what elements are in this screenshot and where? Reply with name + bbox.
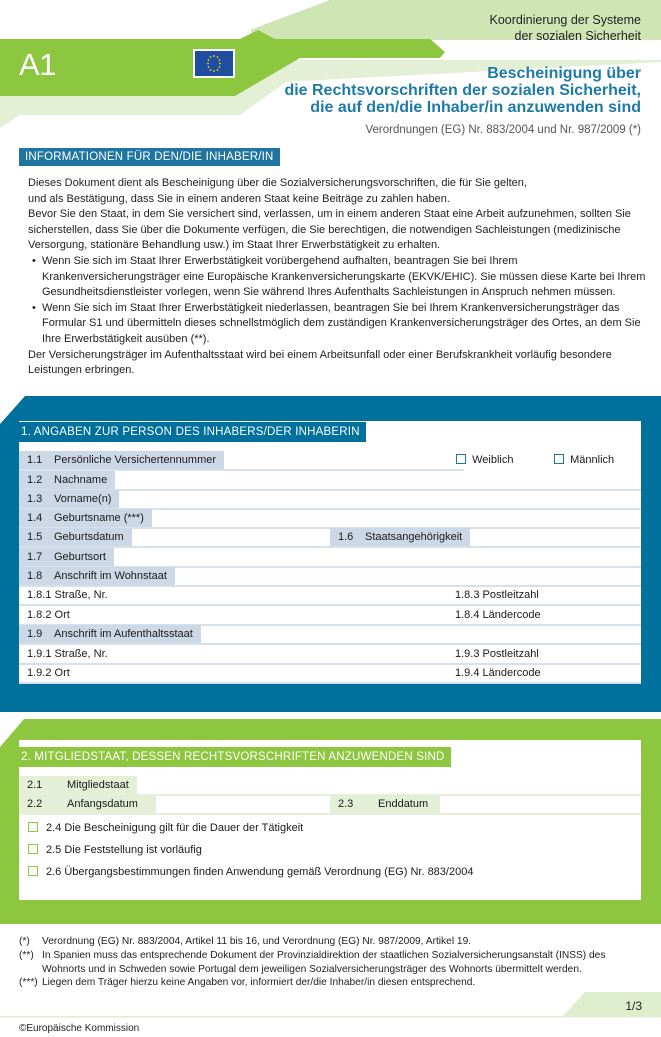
field-number: 1.9.2 xyxy=(27,667,52,679)
field-label xyxy=(19,471,115,489)
field-name: Ort xyxy=(54,667,70,679)
info-para-2: Bevor Sie den Staat, in dem Sie versichert sind, verlassen, um in einem anderen Staat eine Arbeit aufzunehmen, sollten Sie sicherstellen, dass Sie über die Dokumente verfügen, die Sie berechtigen, die notwendigen Sachleistungen (medizinische Versorgung, stationäre Behandlung usw.) im Staat Ihrer Erwerbstätigkeit zu erhalten. xyxy=(28,208,631,252)
field-label xyxy=(27,586,108,604)
field-number: 1.9.1 xyxy=(27,648,52,660)
coordination-line-2: der sozialen Sicherheit xyxy=(514,29,641,43)
field-name: Anschrift im Aufenthaltsstaat xyxy=(54,628,193,640)
field-1-8 xyxy=(19,567,641,585)
info-bullets xyxy=(28,254,648,348)
field-2-2[interactable] xyxy=(19,795,641,813)
field-name: Nachname xyxy=(54,474,108,486)
coordination-label xyxy=(490,12,641,44)
field-name: Vorname(n) xyxy=(54,493,112,505)
field-name: Mitgliedstaat xyxy=(67,779,129,791)
field-1-8-3[interactable] xyxy=(455,586,539,604)
page-tab xyxy=(0,990,661,1020)
checkbox-icon xyxy=(456,454,466,464)
field-name: Ort xyxy=(54,609,70,621)
field-label xyxy=(19,625,201,643)
field-number: 1.4 xyxy=(27,512,43,524)
field-name: Enddatum xyxy=(378,798,429,810)
checkbox-icon xyxy=(28,822,38,832)
checkbox-2-4[interactable] xyxy=(28,821,303,835)
title-line-1: Bescheinigung über xyxy=(487,65,641,82)
checkbox-icon xyxy=(28,866,38,876)
section-1 xyxy=(0,396,661,712)
field-1-9-3[interactable] xyxy=(455,645,539,663)
field-label xyxy=(27,645,108,663)
info-para-3: Der Versicherungsträger im Aufenthaltsstaat wird bei einem Arbeitsunfall oder einer Berufskrankheit vorläufig besondere Leistungen erbringen. xyxy=(28,348,612,377)
info-para-1-line-2: und als Bestätigung, dass Sie in einem anderen Staat keine Beiträge zu zahlen haben. xyxy=(28,192,450,205)
document-title xyxy=(284,65,641,116)
field-label xyxy=(27,664,70,682)
section-2 xyxy=(0,719,661,924)
checkbox-2-6[interactable] xyxy=(28,865,473,879)
eu-flag-icon xyxy=(193,49,235,78)
field-label xyxy=(19,451,224,469)
checkbox-label: 2.6 Übergangsbestimmungen finden Anwendung gemäß Verordnung (EG) Nr. 883/2004 xyxy=(46,866,474,878)
field-1-1[interactable] xyxy=(19,451,641,469)
field-name: Geburtsdatum xyxy=(54,531,124,543)
info-bullet: • Wenn Sie sich im Staat Ihrer Erwerbstätigkeit niederlassen, beantragen Sie bei Ihrem Krankenversicherungsträger das Formular S1 und übermitteln dieses schnellstmöglich dem zuständigen Krankenversicherungsträger des Ortes, an dem Sie Ihre Erwerbstätigkeit ausüben (**). xyxy=(28,301,648,348)
field-name: Geburtsname (***) xyxy=(54,512,144,524)
field-name: Postleitzahl xyxy=(482,589,539,601)
field-name: Staatsangehörigkeit xyxy=(365,531,463,543)
field-number: 1.1 xyxy=(27,454,43,466)
field-name: Ländercode xyxy=(482,609,541,621)
footnote-1 xyxy=(19,935,649,949)
footnote-text: Liegen dem Träger hierzu keine Angaben vor, informiert der/die Inhaber/in diesen entsprechend. xyxy=(42,977,476,988)
field-1-8-4[interactable] xyxy=(455,606,541,624)
field-number: 1.8 xyxy=(27,570,43,582)
footnote-mark: (***) xyxy=(19,977,38,988)
field-number: 1.9 xyxy=(27,628,43,640)
coordination-line-1: Koordinierung der Systeme xyxy=(489,13,641,27)
footnote-text: In Spanien muss das entsprechende Dokument der Provinzialdirektion der staatlichen Sozialversicherungsanstalt (INSS) des Wohnorts und in Schweden sowie Portugal dem jeweiligen Sozialversicherungsträger des Wohnorts übermittelt werden. xyxy=(42,950,606,975)
form-code: A1 xyxy=(19,47,56,82)
info-text xyxy=(28,176,648,379)
footnote-2 xyxy=(19,949,649,976)
gender-female-label: Weiblich xyxy=(472,454,514,466)
field-number: 1.8.2 xyxy=(27,609,52,621)
field-1-6-label[interactable] xyxy=(330,528,470,546)
gender-male-checkbox[interactable] xyxy=(554,454,614,466)
field-number: 1.2 xyxy=(27,474,43,486)
title-line-2: die Rechtsvorschriften der sozialen Sicherheit, xyxy=(284,82,641,99)
field-1-9 xyxy=(19,625,641,643)
field-label xyxy=(19,490,119,508)
checkbox-label: 2.4 Die Bescheinigung gilt für die Dauer der Tätigkeit xyxy=(46,822,304,834)
info-bullet: • Wenn Sie sich im Staat Ihrer Erwerbstätigkeit vorübergehend aufhalten, beantragen Sie bei Ihrem Krankenversicherungsträger eine Europäische Krankenversicherungskarte (EKVK/EHIC). Sie müssen diese Karte bei Ihrem Gesundheitsdienstleister vorlegen, wenn Sie während Ihres Aufenthalts Sachleistungen in Anspruch nehmen müssen. xyxy=(28,254,648,301)
field-number: 2.1 xyxy=(27,779,43,791)
field-number: 1.3 xyxy=(27,493,43,505)
footnote-mark: (**) xyxy=(19,950,34,961)
field-name: Postleitzahl xyxy=(482,648,539,660)
gender-female-checkbox[interactable] xyxy=(456,454,514,466)
field-number: 1.9.3 xyxy=(455,648,480,660)
field-name: Geburtsort xyxy=(54,551,106,563)
field-1-8-2[interactable] xyxy=(19,606,641,624)
title-line-3: die auf den/die Inhaber/in anzuwenden sind xyxy=(310,99,641,116)
page-number: 1/3 xyxy=(625,999,642,1013)
field-number: 1.5 xyxy=(27,531,43,543)
field-label xyxy=(19,509,152,527)
regulation-subtitle: Verordnungen (EG) Nr. 883/2004 und Nr. 987/2009 (*) xyxy=(365,124,641,136)
field-name: Ländercode xyxy=(482,667,541,679)
field-number: 2.2 xyxy=(27,798,43,810)
copyright: ©Europäische Kommission xyxy=(19,1023,140,1034)
field-number: 1.8.4 xyxy=(455,609,480,621)
field-name: Anfangsdatum xyxy=(67,798,138,810)
field-label xyxy=(19,548,114,566)
field-1-2[interactable] xyxy=(19,471,641,489)
field-number: 1.8.3 xyxy=(455,589,480,601)
field-1-5[interactable] xyxy=(19,528,641,546)
footnote-mark: (*) xyxy=(19,936,30,947)
checkbox-icon xyxy=(28,844,38,854)
section-1-heading: 1. ANGABEN ZUR PERSON DES INHABERS/DER INHABERIN xyxy=(19,422,366,442)
field-number: 1.6 xyxy=(338,531,354,543)
checkbox-icon xyxy=(554,454,564,464)
info-para-1-line-1: Dieses Dokument dient als Bescheinigung über die Sozialversicherungsvorschriften, die für Sie gelten, xyxy=(28,177,527,189)
field-2-1[interactable] xyxy=(19,776,641,794)
field-number: 1.7 xyxy=(27,551,43,563)
field-1-7[interactable] xyxy=(19,548,641,566)
checkbox-2-5[interactable] xyxy=(28,843,202,857)
field-number: 1.8.1 xyxy=(27,589,52,601)
field-label xyxy=(19,795,156,813)
info-heading: INFORMATIONEN FÜR DEN/DIE INHABER/IN xyxy=(19,148,280,166)
checkbox-label: 2.5 Die Feststellung ist vorläufig xyxy=(46,844,202,856)
footnote-text: Verordnung (EG) Nr. 883/2004, Artikel 11 bis 16, und Verordnung (EG) Nr. 987/2009, Artikel 19. xyxy=(42,936,472,947)
field-label xyxy=(27,606,70,624)
field-number: 1.9.4 xyxy=(455,667,480,679)
gender-male-label: Männlich xyxy=(570,454,615,466)
field-name: Anschrift im Wohnstaat xyxy=(54,570,167,582)
field-name: Persönliche Versichertennummer xyxy=(54,454,217,466)
field-label xyxy=(19,528,132,546)
field-number: 2.3 xyxy=(338,798,354,810)
field-label xyxy=(19,567,175,585)
section-2-heading: 2. MITGLIEDSTAAT, DESSEN RECHTSVORSCHRIFTEN ANZUWENDEN SIND xyxy=(19,747,451,767)
footnote-3 xyxy=(19,976,649,990)
field-underline xyxy=(19,682,641,684)
field-1-9-4[interactable] xyxy=(455,664,541,682)
field-2-3-label[interactable] xyxy=(330,795,440,813)
field-label xyxy=(19,776,137,794)
field-name: Straße, Nr. xyxy=(54,589,108,601)
field-name: Straße, Nr. xyxy=(54,648,108,660)
field-1-3[interactable] xyxy=(19,490,641,508)
field-1-9-1[interactable] xyxy=(19,645,641,663)
field-1-4[interactable] xyxy=(19,509,641,527)
field-underline xyxy=(19,813,641,815)
field-1-9-2[interactable] xyxy=(19,664,641,682)
field-1-8-1[interactable] xyxy=(19,586,641,604)
